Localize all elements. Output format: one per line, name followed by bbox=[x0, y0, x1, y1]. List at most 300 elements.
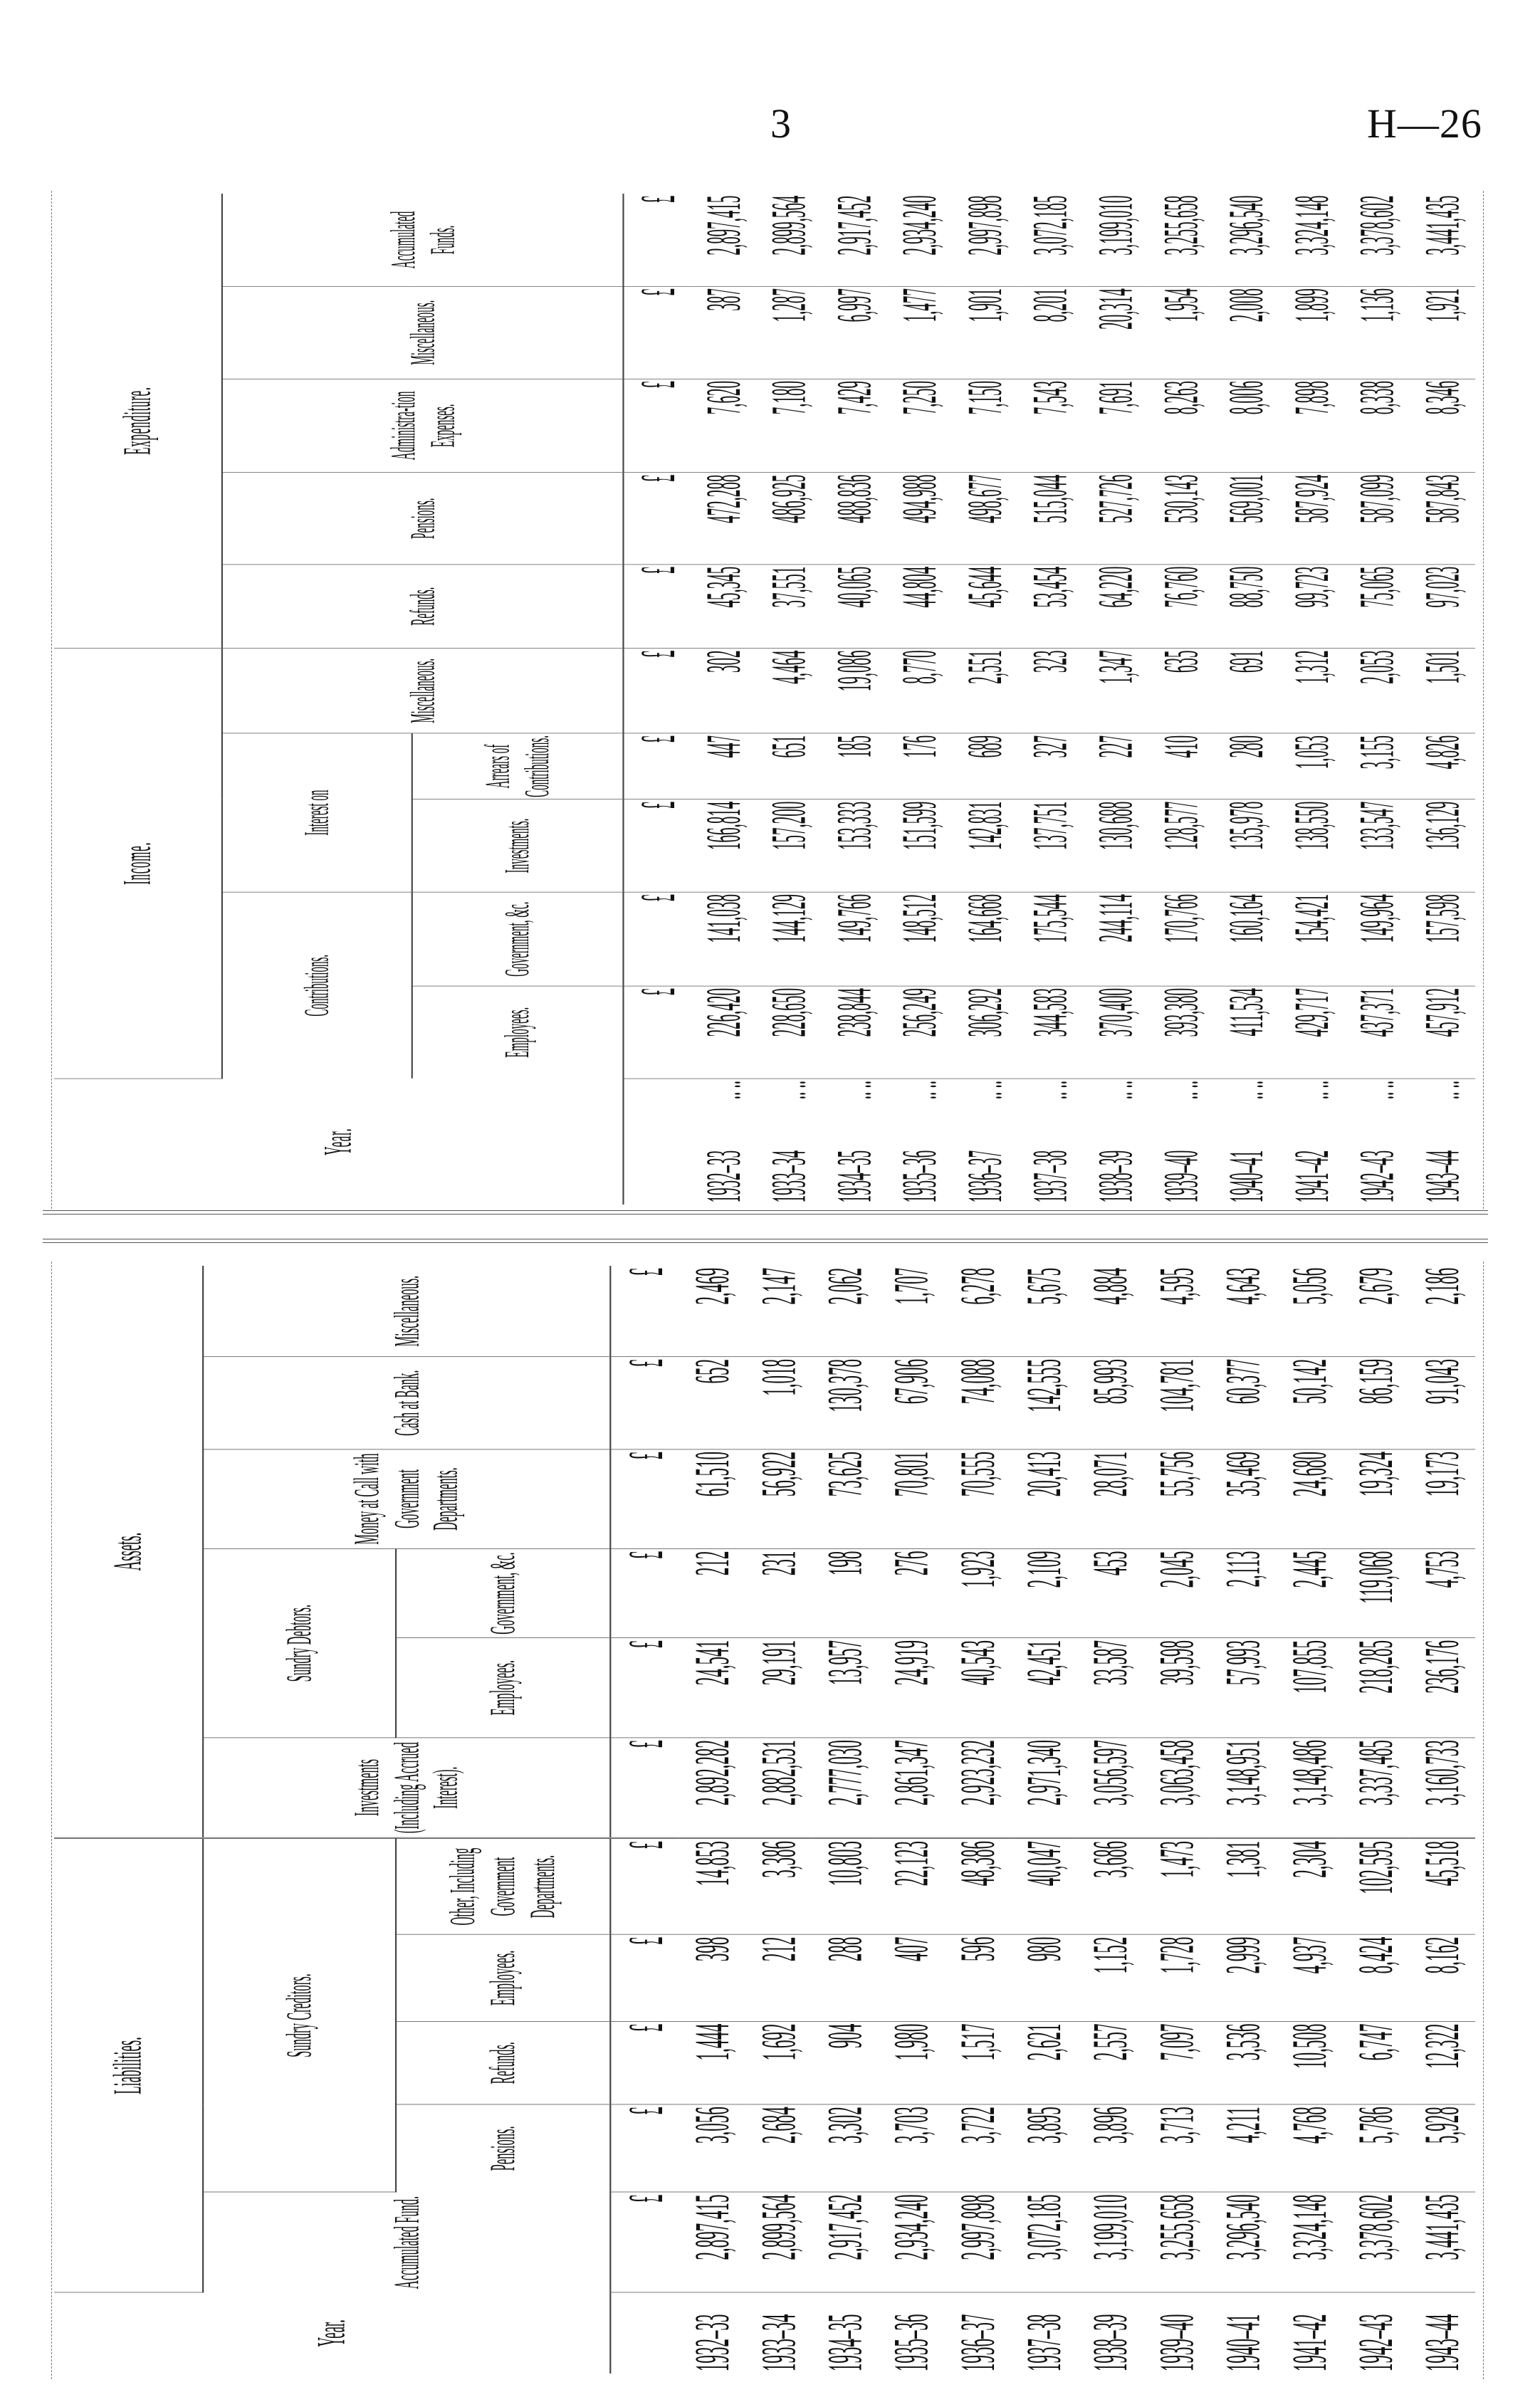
income-miscellaneous-cell: 19,086 bbox=[822, 649, 887, 734]
leader-dots: .. .. bbox=[957, 1080, 1012, 1100]
debtor-employees-cell: 107,855 bbox=[1276, 1638, 1342, 1738]
investments-cell: 3,160,733 bbox=[1409, 1738, 1475, 1838]
creditor-other-cell: 40,047 bbox=[1011, 1838, 1077, 1934]
debtor-employees-cell: 42,451 bbox=[1011, 1638, 1077, 1738]
liabilities-header: Liabilities. bbox=[54, 1838, 203, 2292]
interest-investments-cell: 137,751 bbox=[1017, 799, 1083, 892]
expenditure-miscellaneous-cell: 1,287 bbox=[756, 286, 822, 379]
balance-sheet-table bbox=[54, 1266, 1475, 2374]
debtor-government-cell: 453 bbox=[1077, 1548, 1143, 1637]
administration-expenses-cell: 7,180 bbox=[756, 379, 822, 473]
table-row bbox=[1017, 194, 1083, 1205]
interest-arrears-cell: 689 bbox=[953, 733, 1018, 799]
employees-contribution-cell: 238,844 bbox=[822, 986, 887, 1079]
cash-at-bank-cell: 74,088 bbox=[944, 1357, 1010, 1449]
administration-expenses-cell: 7,429 bbox=[822, 379, 887, 473]
pensions-cell: 486,925 bbox=[756, 473, 822, 565]
refunds-cell: 45,644 bbox=[953, 565, 1018, 649]
year-cell: 1936–37 bbox=[948, 2314, 1005, 2372]
investments-cell: 2,861,347 bbox=[878, 1738, 944, 1838]
accumulated-funds-cell: 3,255,658 bbox=[1148, 194, 1214, 286]
accumulated-fund-cell: 3,324,148 bbox=[1276, 2192, 1342, 2292]
cash-at-bank-cell: 1,018 bbox=[745, 1357, 812, 1449]
cash-at-bank-cell: 104,781 bbox=[1143, 1357, 1210, 1449]
income-miscellaneous-cell: 1,501 bbox=[1410, 649, 1475, 734]
sundry-creditors-header: Sundry Creditors. bbox=[203, 1838, 396, 2192]
debtor-employees-cell: 24,541 bbox=[679, 1638, 745, 1738]
debtor-employees-cell: 218,285 bbox=[1343, 1638, 1409, 1738]
pound-sign: £ bbox=[623, 565, 691, 649]
employees-contribution-cell: 457,912 bbox=[1410, 986, 1475, 1079]
interest-investments-cell: 135,978 bbox=[1214, 799, 1279, 892]
pensions-cell: 472,288 bbox=[691, 473, 756, 565]
sundry-debtors-header: Sundry Debtors. bbox=[203, 1548, 396, 1737]
debtor-employees-cell: 24,919 bbox=[878, 1638, 944, 1738]
creditor-other-cell: 22,123 bbox=[878, 1838, 944, 1934]
creditor-pensions-cell: 5,928 bbox=[1409, 2104, 1475, 2192]
leader-dots: .. .. bbox=[1414, 1080, 1470, 1100]
government-contribution-cell: 141,038 bbox=[691, 892, 756, 986]
pensions-cell: 515,044 bbox=[1017, 473, 1083, 565]
employees-contribution-cell: 306,292 bbox=[953, 986, 1018, 1079]
income-expenditure-table-container bbox=[54, 194, 1475, 1205]
debtor-employees-cell: 39,598 bbox=[1143, 1638, 1210, 1738]
pensions-cell: 498,677 bbox=[953, 473, 1018, 565]
administration-expenses-cell: 7,150 bbox=[953, 379, 1018, 473]
table-row bbox=[756, 194, 822, 1205]
leader-dots: .. .. bbox=[695, 1080, 750, 1100]
arrears-header: Arrears of Contributions. bbox=[412, 733, 624, 799]
pensions-cell: 587,843 bbox=[1410, 473, 1475, 565]
pound-sign: £ bbox=[610, 1449, 679, 1549]
cash-at-bank-cell: 91,043 bbox=[1409, 1357, 1475, 1449]
employees-contribution-cell: 226,420 bbox=[691, 986, 756, 1079]
creditor-pensions-cell: 3,703 bbox=[878, 2104, 944, 2192]
creditor-pensions-cell: 3,722 bbox=[944, 2104, 1010, 2192]
accumulated-fund-cell: 3,296,540 bbox=[1210, 2192, 1276, 2292]
interest-investments-cell: 130,688 bbox=[1083, 799, 1148, 892]
creditor-pensions-cell: 3,302 bbox=[812, 2104, 878, 2192]
other-header: Other, Including Government Departments. bbox=[396, 1838, 610, 1934]
refunds-cell: 97,023 bbox=[1410, 565, 1475, 649]
interest-arrears-cell: 447 bbox=[691, 733, 756, 799]
money-at-call-cell: 73,625 bbox=[812, 1449, 878, 1549]
interest-investments-cell: 128,577 bbox=[1148, 799, 1214, 892]
table-row bbox=[822, 194, 887, 1205]
expenditure-miscellaneous-cell: 1,899 bbox=[1279, 286, 1345, 379]
assets-miscellaneous-cell: 5,675 bbox=[1011, 1266, 1077, 1357]
pound-sign: £ bbox=[610, 1934, 679, 2021]
government-contribution-cell: 154,421 bbox=[1279, 892, 1345, 986]
accumulated-funds-cell: 3,324,148 bbox=[1279, 194, 1345, 286]
pensions-cell: 527,726 bbox=[1083, 473, 1148, 565]
interest-investments-cell: 151,599 bbox=[887, 799, 953, 892]
year-cell: 1933–34 bbox=[760, 1150, 816, 1203]
investments-cell: 2,923,232 bbox=[944, 1738, 1010, 1838]
assets-miscellaneous-cell: 4,643 bbox=[1210, 1266, 1276, 1357]
government-contribution-cell: 175,544 bbox=[1017, 892, 1083, 986]
year-cell: 1939–40 bbox=[1148, 2314, 1204, 2372]
government-contribution-cell: 164,668 bbox=[953, 892, 1018, 986]
pound-sign: £ bbox=[610, 2021, 679, 2104]
interest-investments-cell: 138,550 bbox=[1279, 799, 1345, 892]
refunds-cell: 53,454 bbox=[1017, 565, 1083, 649]
creditor-other-cell: 1,473 bbox=[1143, 1838, 1210, 1934]
money-at-call-cell: 35,469 bbox=[1210, 1449, 1276, 1549]
accumulated-fund-cell: 3,255,658 bbox=[1143, 2192, 1210, 2292]
expenditure-miscellaneous-cell: 387 bbox=[691, 286, 756, 379]
pensions-cell: 587,924 bbox=[1279, 473, 1345, 565]
year-cell: 1933–34 bbox=[750, 2314, 806, 2372]
income-miscellaneous-cell: 691 bbox=[1214, 649, 1279, 734]
assets-header: Assets. bbox=[54, 1266, 203, 1838]
creditor-pensions-cell: 3,056 bbox=[679, 2104, 745, 2192]
interest-arrears-cell: 227 bbox=[1083, 733, 1148, 799]
debtor-employees-cell: 236,176 bbox=[1409, 1638, 1475, 1738]
expenditure-miscellaneous-cell: 1,901 bbox=[953, 286, 1018, 379]
cash-at-bank-cell: 86,159 bbox=[1343, 1357, 1409, 1449]
money-at-call-cell: 70,801 bbox=[878, 1449, 944, 1549]
income-miscellaneous-cell: 1,312 bbox=[1279, 649, 1345, 734]
accumulated-funds-cell: 3,378,602 bbox=[1344, 194, 1410, 286]
creditor-refunds-cell: 6,747 bbox=[1343, 2021, 1409, 2104]
accumulated-fund-cell: 2,917,452 bbox=[812, 2192, 878, 2292]
creditor-refunds-cell: 1,692 bbox=[745, 2021, 812, 2104]
cash-at-bank-cell: 60,377 bbox=[1210, 1357, 1276, 1449]
creditor-pensions-cell: 3,895 bbox=[1011, 2104, 1077, 2192]
interest-investments-cell: 136,129 bbox=[1410, 799, 1475, 892]
accumulated-funds-cell: 3,441,435 bbox=[1410, 194, 1475, 286]
creditor-pensions-cell: 4,211 bbox=[1210, 2104, 1276, 2192]
accumulated-fund-cell: 2,897,415 bbox=[679, 2192, 745, 2292]
debtor-government-cell: 231 bbox=[745, 1548, 812, 1637]
accumulated-funds-cell: 3,296,540 bbox=[1214, 194, 1279, 286]
employees-contribution-cell: 344,583 bbox=[1017, 986, 1083, 1079]
section-divider bbox=[43, 1239, 1488, 1243]
pound-sign: £ bbox=[623, 379, 691, 473]
income-miscellaneous-cell: 2,551 bbox=[953, 649, 1018, 734]
employees-header: Employees. bbox=[412, 986, 624, 1079]
accumulated-fund-cell: 2,934,240 bbox=[878, 2192, 944, 2292]
creditor-pensions-cell: 3,713 bbox=[1143, 2104, 1210, 2192]
expenditure-miscellaneous-cell: 1,477 bbox=[887, 286, 953, 379]
refunds-cell: 64,220 bbox=[1083, 565, 1148, 649]
creditor-other-cell: 14,853 bbox=[679, 1838, 745, 1934]
table-row bbox=[1276, 1266, 1342, 2374]
table-row bbox=[878, 1266, 944, 2374]
table-row bbox=[953, 194, 1018, 1205]
year-cell: 1936–37 bbox=[957, 1150, 1012, 1203]
creditor-refunds-cell: 10,508 bbox=[1276, 2021, 1342, 2104]
creditor-refunds-cell: 1,444 bbox=[679, 2021, 745, 2104]
year-cell: 1934–35 bbox=[826, 1150, 881, 1203]
creditor-other-cell: 10,803 bbox=[812, 1838, 878, 1934]
accumulated-funds-cell: 3,199,010 bbox=[1083, 194, 1148, 286]
creditor-employees-cell: 8,162 bbox=[1409, 1934, 1475, 2021]
year-cell: 1941–42 bbox=[1284, 1150, 1339, 1203]
creditor-employees-cell: 2,999 bbox=[1210, 1934, 1276, 2021]
pound-sign: £ bbox=[623, 194, 691, 286]
accumulated-funds-cell: 2,917,452 bbox=[822, 194, 887, 286]
administration-expenses-cell: 8,346 bbox=[1410, 379, 1475, 473]
year-cell: 1937–38 bbox=[1022, 1150, 1077, 1203]
creditor-employees-cell: 980 bbox=[1011, 1934, 1077, 2021]
accumulated-fund-cell: 3,441,435 bbox=[1409, 2192, 1475, 2292]
money-at-call-cell: 19,324 bbox=[1343, 1449, 1409, 1549]
government-contribution-cell: 157,598 bbox=[1410, 892, 1475, 986]
table-row bbox=[745, 1266, 812, 2374]
expenditure-miscellaneous-header: Miscellaneous. bbox=[222, 286, 624, 379]
pound-sign: £ bbox=[623, 286, 691, 379]
assets-miscellaneous-cell: 1,707 bbox=[878, 1266, 944, 1357]
table-row bbox=[1214, 194, 1279, 1205]
interest-arrears-cell: 176 bbox=[887, 733, 953, 799]
pensions-header: Pensions. bbox=[222, 473, 624, 565]
accumulated-funds-cell: 2,934,240 bbox=[887, 194, 953, 286]
expenditure-miscellaneous-cell: 6,997 bbox=[822, 286, 887, 379]
creditor-refunds-cell: 3,536 bbox=[1210, 2021, 1276, 2104]
pensions-cell: 569,001 bbox=[1214, 473, 1279, 565]
expenditure-miscellaneous-cell: 2,008 bbox=[1214, 286, 1279, 379]
table-row bbox=[812, 1266, 878, 2374]
investments-header: Investments (Including Accrued Interest). bbox=[203, 1738, 610, 1838]
refunds-header: Refunds. bbox=[222, 565, 624, 649]
employees-contribution-cell: 411,534 bbox=[1214, 986, 1279, 1079]
leader-dots: .. .. bbox=[1087, 1080, 1143, 1100]
cash-at-bank-cell: 67,906 bbox=[878, 1357, 944, 1449]
government-contribution-cell: 149,766 bbox=[822, 892, 887, 986]
year-cell: 1935–36 bbox=[882, 2314, 938, 2372]
government-contribution-cell: 244,114 bbox=[1083, 892, 1148, 986]
accumulated-funds-cell: 2,899,564 bbox=[756, 194, 822, 286]
table-row bbox=[679, 1266, 745, 2374]
year-cell: 1940–41 bbox=[1214, 2314, 1270, 2372]
interest-arrears-cell: 1,053 bbox=[1279, 733, 1345, 799]
investments-cell: 3,148,951 bbox=[1210, 1738, 1276, 1838]
year-cell: 1943–44 bbox=[1413, 2314, 1470, 2372]
interest-arrears-cell: 3,155 bbox=[1344, 733, 1410, 799]
pound-sign: £ bbox=[623, 799, 691, 892]
table-row bbox=[1143, 1266, 1210, 2374]
refunds-cell: 88,750 bbox=[1214, 565, 1279, 649]
refunds-cell: 40,065 bbox=[822, 565, 887, 649]
pound-sign: £ bbox=[610, 1638, 679, 1738]
table-row bbox=[887, 194, 953, 1205]
table-row bbox=[1410, 194, 1475, 1205]
accumulated-fund-cell: 3,378,602 bbox=[1343, 2192, 1409, 2292]
debtor-government-cell: 2,109 bbox=[1011, 1548, 1077, 1637]
table-row bbox=[1210, 1266, 1276, 2374]
debtor-government-cell: 2,045 bbox=[1143, 1548, 1210, 1637]
pound-sign: £ bbox=[623, 986, 691, 1079]
employees-contribution-cell: 256,249 bbox=[887, 986, 953, 1079]
income-miscellaneous-cell: 323 bbox=[1017, 649, 1083, 734]
accumulated-funds-cell: 2,897,415 bbox=[691, 194, 756, 286]
creditor-employees-cell: 1,152 bbox=[1077, 1934, 1143, 2021]
document-code: H—26 bbox=[1367, 100, 1482, 147]
debtor-government-cell: 1,923 bbox=[944, 1548, 1010, 1637]
creditor-refunds-cell: 7,097 bbox=[1143, 2021, 1210, 2104]
pound-sign: £ bbox=[623, 733, 691, 799]
interest-investments-cell: 153,333 bbox=[822, 799, 887, 892]
year-cell: 1935–36 bbox=[891, 1150, 947, 1203]
year-header: Year. bbox=[54, 1079, 623, 1205]
creditor-pensions-cell: 5,786 bbox=[1343, 2104, 1409, 2192]
year-cell: 1938–39 bbox=[1087, 1150, 1143, 1203]
pound-sign: £ bbox=[623, 473, 691, 565]
interest-arrears-cell: 4,826 bbox=[1410, 733, 1475, 799]
accumulated-fund-cell: 3,072,185 bbox=[1011, 2192, 1077, 2292]
investments-cell: 3,148,486 bbox=[1276, 1738, 1342, 1838]
page-number: 3 bbox=[770, 100, 791, 147]
interest-investments-cell: 133,547 bbox=[1344, 799, 1410, 892]
leader-dots: .. .. bbox=[1284, 1080, 1339, 1100]
leader-dots: .. .. bbox=[826, 1080, 881, 1100]
accumulated-funds-cell: 2,997,898 bbox=[953, 194, 1018, 286]
year-cell: 1940–41 bbox=[1218, 1150, 1274, 1203]
pensions-cell: 530,143 bbox=[1148, 473, 1214, 565]
pensions-header: Pensions. bbox=[396, 2104, 610, 2192]
debtor-government-header: Government, &c. bbox=[396, 1548, 610, 1637]
year-cell: 1941–42 bbox=[1280, 2314, 1336, 2372]
refunds-cell: 45,345 bbox=[691, 565, 756, 649]
money-at-call-cell: 61,510 bbox=[679, 1449, 745, 1549]
investments-cell: 3,063,458 bbox=[1143, 1738, 1210, 1838]
administration-expenses-cell: 7,250 bbox=[887, 379, 953, 473]
investments-cell: 2,777,030 bbox=[812, 1738, 878, 1838]
administration-expenses-cell: 7,620 bbox=[691, 379, 756, 473]
year-cell: 1932–33 bbox=[683, 2314, 740, 2372]
refunds-cell: 75,065 bbox=[1344, 565, 1410, 649]
year-cell: 1943–44 bbox=[1414, 1150, 1470, 1203]
assets-miscellaneous-cell: 2,186 bbox=[1409, 1266, 1475, 1357]
expenditure-miscellaneous-cell: 1,954 bbox=[1148, 286, 1214, 379]
debtor-government-cell: 276 bbox=[878, 1548, 944, 1637]
pound-sign: £ bbox=[610, 2104, 679, 2192]
assets-miscellaneous-cell: 4,884 bbox=[1077, 1266, 1143, 1357]
interest-investments-cell: 166,814 bbox=[691, 799, 756, 892]
table-row bbox=[1409, 1266, 1475, 2374]
creditor-other-cell: 2,304 bbox=[1276, 1838, 1342, 1934]
expenditure-miscellaneous-cell: 20,314 bbox=[1083, 286, 1148, 379]
cash-at-bank-cell: 85,993 bbox=[1077, 1357, 1143, 1449]
assets-miscellaneous-cell: 2,679 bbox=[1343, 1266, 1409, 1357]
assets-miscellaneous-cell: 2,147 bbox=[745, 1266, 812, 1357]
cash-at-bank-cell: 130,378 bbox=[812, 1357, 878, 1449]
employees-contribution-cell: 437,371 bbox=[1344, 986, 1410, 1079]
government-contribution-cell: 148,512 bbox=[887, 892, 953, 986]
creditor-employees-cell: 596 bbox=[944, 1934, 1010, 2021]
interest-investments-cell: 157,200 bbox=[756, 799, 822, 892]
income-expenditure-body bbox=[691, 194, 1475, 1205]
administration-expenses-cell: 8,338 bbox=[1344, 379, 1410, 473]
expenditure-miscellaneous-cell: 1,136 bbox=[1344, 286, 1410, 379]
pound-sign: £ bbox=[610, 1838, 679, 1934]
pensions-cell: 587,099 bbox=[1344, 473, 1410, 565]
investments-cell: 3,337,485 bbox=[1343, 1738, 1409, 1838]
creditor-other-cell: 1,381 bbox=[1210, 1838, 1276, 1934]
leader-dots: .. .. bbox=[1348, 1080, 1404, 1100]
refunds-cell: 37,551 bbox=[756, 565, 822, 649]
money-at-call-header: Money at Call with Government Departments. bbox=[203, 1449, 610, 1549]
employees-contribution-cell: 370,400 bbox=[1083, 986, 1148, 1079]
money-at-call-cell: 70,555 bbox=[944, 1449, 1010, 1549]
debtor-government-cell: 119,068 bbox=[1343, 1548, 1409, 1637]
administration-expenses-header: Administra-tion Expenses. bbox=[222, 379, 624, 473]
assets-miscellaneous-cell: 2,062 bbox=[812, 1266, 878, 1357]
employees-header: Employees. bbox=[396, 1934, 610, 2021]
pound-sign: £ bbox=[610, 1548, 679, 1637]
investments-cell: 2,892,282 bbox=[679, 1738, 745, 1838]
interest-investments-cell: 142,831 bbox=[953, 799, 1018, 892]
year-cell: 1937–38 bbox=[1015, 2314, 1072, 2372]
government-header: Government, &c. bbox=[412, 892, 624, 986]
creditor-pensions-cell: 3,896 bbox=[1077, 2104, 1143, 2192]
income-miscellaneous-cell: 635 bbox=[1148, 649, 1214, 734]
income-miscellaneous-cell: 2,053 bbox=[1344, 649, 1410, 734]
creditor-pensions-cell: 4,768 bbox=[1276, 2104, 1342, 2192]
government-contribution-cell: 144,129 bbox=[756, 892, 822, 986]
money-at-call-cell: 24,680 bbox=[1276, 1449, 1342, 1549]
year-header: Year. bbox=[54, 2292, 610, 2374]
cash-at-bank-header: Cash at Bank. bbox=[203, 1357, 610, 1449]
investments-cell: 2,971,340 bbox=[1011, 1738, 1077, 1838]
assets-miscellaneous-cell: 4,595 bbox=[1143, 1266, 1210, 1357]
year-cell: 1934–35 bbox=[816, 2314, 872, 2372]
employees-contribution-cell: 429,717 bbox=[1279, 986, 1345, 1079]
interest-arrears-cell: 327 bbox=[1017, 733, 1083, 799]
interest-arrears-cell: 280 bbox=[1214, 733, 1279, 799]
page-header bbox=[0, 0, 1540, 185]
pound-sign: £ bbox=[610, 1738, 679, 1838]
table-row bbox=[1343, 1266, 1409, 2374]
administration-expenses-cell: 7,543 bbox=[1017, 379, 1083, 473]
creditor-refunds-cell: 2,557 bbox=[1077, 2021, 1143, 2104]
debtor-government-cell: 2,445 bbox=[1276, 1548, 1342, 1637]
money-at-call-cell: 55,756 bbox=[1143, 1449, 1210, 1549]
contributions-header: Contributions. bbox=[222, 892, 412, 1079]
debtor-employees-cell: 33,587 bbox=[1077, 1638, 1143, 1738]
government-contribution-cell: 170,766 bbox=[1148, 892, 1214, 986]
refunds-cell: 44,804 bbox=[887, 565, 953, 649]
creditor-employees-cell: 4,937 bbox=[1276, 1934, 1342, 2021]
section-divider bbox=[43, 1210, 1488, 1215]
table-row bbox=[691, 194, 756, 1205]
administration-expenses-cell: 7,898 bbox=[1279, 379, 1345, 473]
year-cell: 1942–43 bbox=[1348, 1150, 1404, 1203]
creditor-pensions-cell: 2,684 bbox=[745, 2104, 812, 2192]
income-miscellaneous-header: Miscellaneous. bbox=[222, 649, 624, 734]
cash-at-bank-cell: 142,555 bbox=[1011, 1357, 1077, 1449]
money-at-call-cell: 20,413 bbox=[1011, 1449, 1077, 1549]
creditor-employees-cell: 8,424 bbox=[1343, 1934, 1409, 2021]
table-row bbox=[1148, 194, 1214, 1205]
pound-sign: £ bbox=[610, 1357, 679, 1449]
interest-arrears-cell: 410 bbox=[1148, 733, 1214, 799]
year-cell: 1942–43 bbox=[1347, 2314, 1403, 2372]
assets-miscellaneous-cell: 6,278 bbox=[944, 1266, 1010, 1357]
table-row bbox=[1077, 1266, 1143, 2374]
creditor-refunds-cell: 1,517 bbox=[944, 2021, 1010, 2104]
income-miscellaneous-cell: 4,464 bbox=[756, 649, 822, 734]
balance-sheet-body bbox=[679, 1266, 1475, 2374]
creditor-employees-cell: 407 bbox=[878, 1934, 944, 2021]
table-row bbox=[1011, 1266, 1077, 2374]
refunds-cell: 99,723 bbox=[1279, 565, 1345, 649]
debtor-employees-cell: 57,993 bbox=[1210, 1638, 1276, 1738]
accumulated-funds-cell: 3,072,185 bbox=[1017, 194, 1083, 286]
debtor-employees-cell: 40,543 bbox=[944, 1638, 1010, 1738]
